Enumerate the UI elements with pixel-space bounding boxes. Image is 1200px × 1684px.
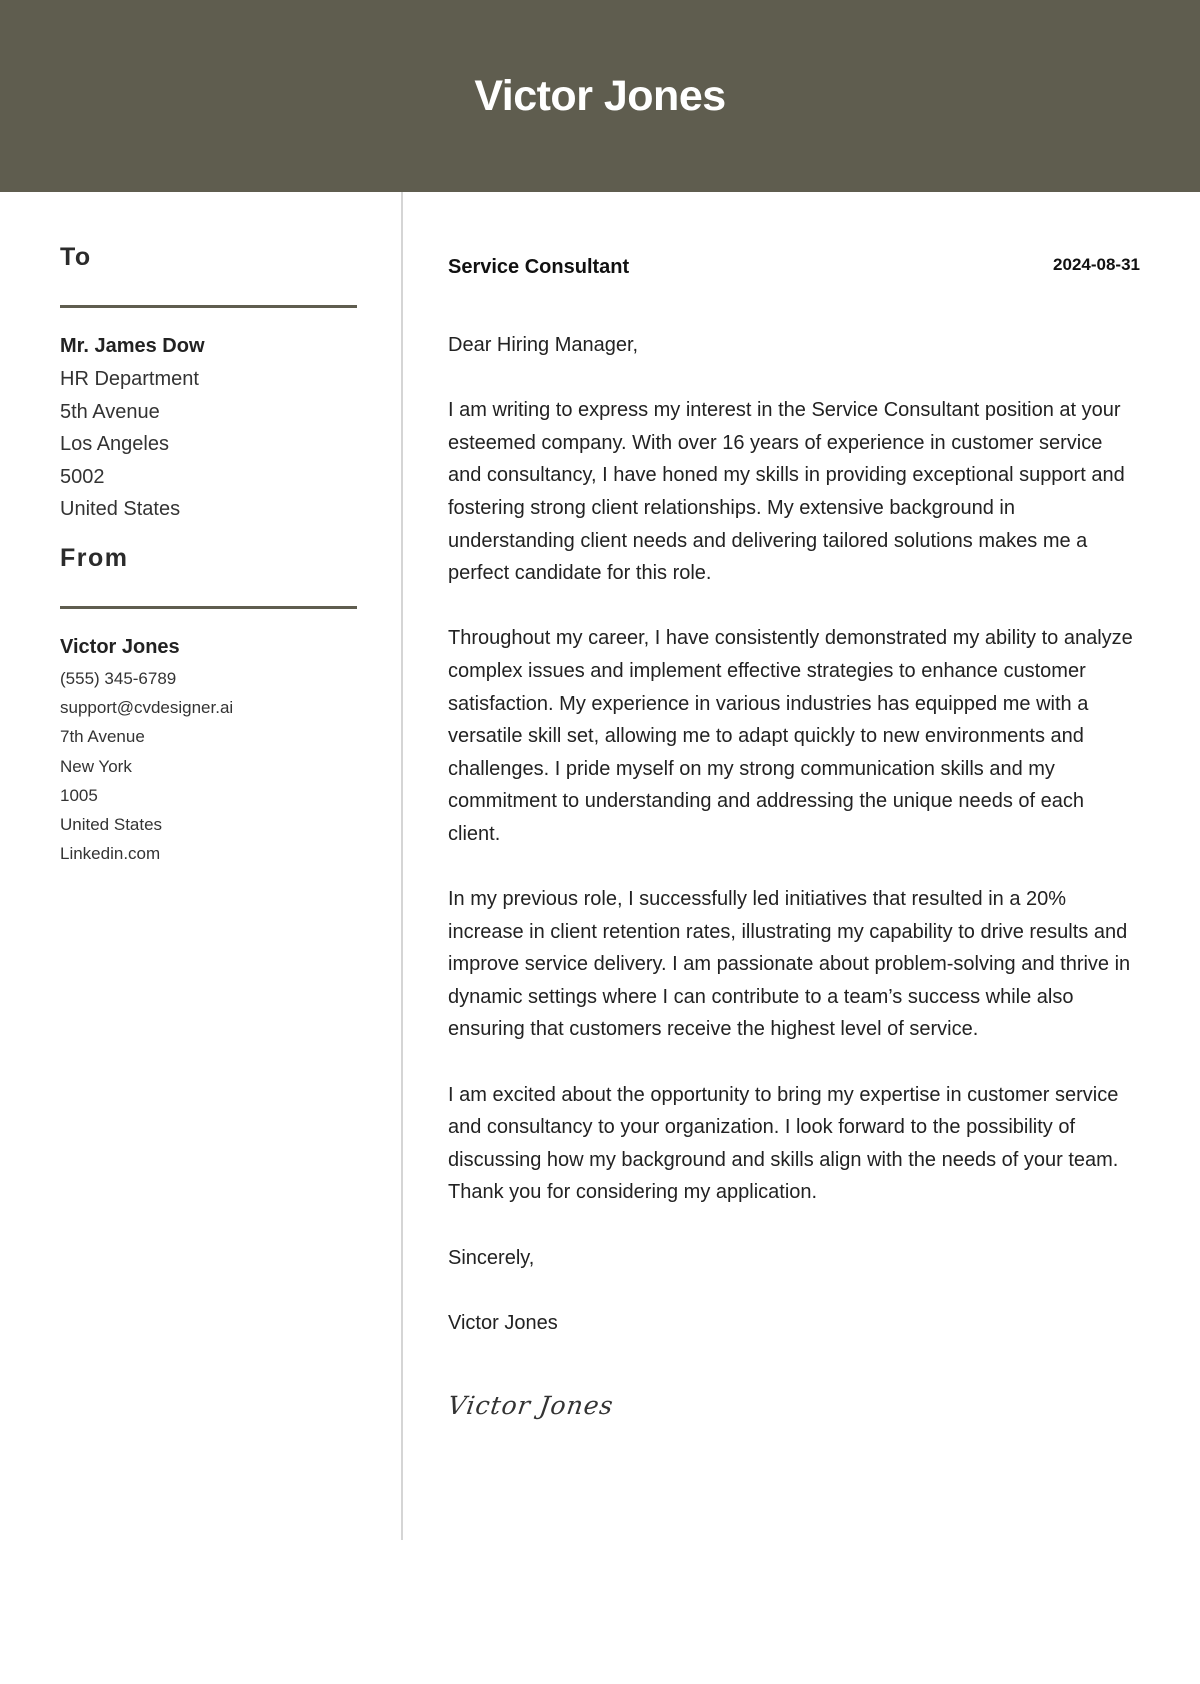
to-heading: To xyxy=(60,243,92,271)
sender-city: New York xyxy=(60,756,132,776)
recipient-department: HR Department xyxy=(60,368,199,390)
recipient-block xyxy=(60,330,357,526)
paragraph: Throughout my career, I have consistently demonstrated my ability to analyze complex issues and implement effective strategies to enhance customer satisfaction. My experience in various industries has equipped me with a versatile skill set, allowing me to adapt quickly to new environments and challenges. I pride myself on my strong communication skills and my commitment to understanding and addressing the unique needs of each client. xyxy=(448,627,1133,845)
from-heading: From xyxy=(60,544,129,572)
recipient-zip: 5002 xyxy=(60,465,105,488)
to-heading-rule xyxy=(60,305,357,308)
recipient-city: Los Angeles xyxy=(60,433,169,456)
sender-email: support@cvdesigner.ai xyxy=(60,698,234,718)
recipient-country: United States xyxy=(60,498,181,521)
header-banner xyxy=(0,0,1200,192)
sender-country: United States xyxy=(60,815,163,835)
sender-block xyxy=(60,630,357,868)
sender-street: 7th Avenue xyxy=(60,727,145,747)
recipient-name: Mr. James Dow xyxy=(60,335,205,357)
paragraph: I am excited about the opportunity to bring my expertise in customer service and consultancy to your organization. I look forward to the possibility of discussing how my background and skills align with the needs of your team. Thank you for considering my application. xyxy=(448,1083,1119,1204)
sender-phone: (555) 345-6789 xyxy=(60,669,177,688)
sender-zip: 1005 xyxy=(60,785,98,805)
closing: Sincerely, xyxy=(448,1246,535,1269)
sender-website: Linkedin.com xyxy=(60,844,161,864)
column-divider xyxy=(401,192,403,1540)
signature: Victor Jones xyxy=(446,1391,616,1420)
job-title: Service Consultant xyxy=(448,256,630,278)
page-title: Victor Jones xyxy=(474,72,726,120)
sender-name: Victor Jones xyxy=(60,636,180,658)
letter-text xyxy=(448,329,1140,1425)
letter-date: 2024-08-31 xyxy=(1053,255,1140,274)
paragraph: I am writing to express my interest in the Service Consultant position at your esteemed company. With over 16 years of experience in customer service and consultancy, I have honed my skills in providing exceptional support and fostering strong client relationships. My extensive background in understanding client needs and delivering tailored solutions makes me a perfect candidate for this role. xyxy=(448,399,1125,585)
recipient-street: 5th Avenue xyxy=(60,400,160,423)
from-heading-rule xyxy=(60,606,357,609)
paragraph: In my previous role, I successfully led initiatives that resulted in a 20% increase in client retention rates, illustrating my capability to drive results and improve service delivery. I am passionate about problem-solving and thrive in dynamic settings where I can contribute to a team’s success while also ensuring that customers receive the highest level of service. xyxy=(448,888,1131,1041)
greeting: Dear Hiring Manager, xyxy=(448,334,639,356)
closing-name: Victor Jones xyxy=(448,1311,558,1334)
